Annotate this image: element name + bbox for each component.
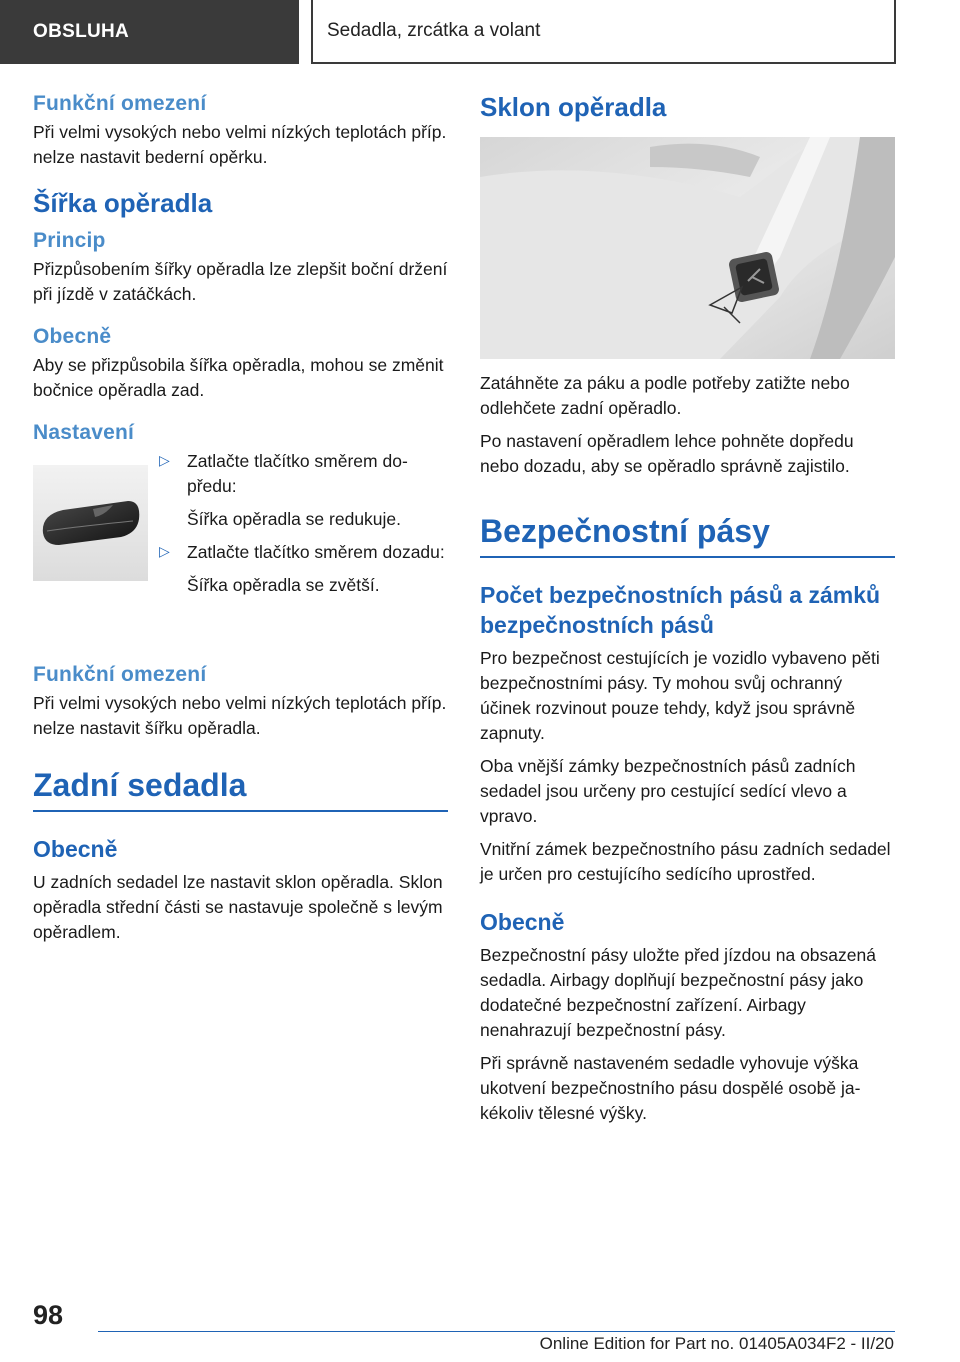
heading-principle: Princip (33, 229, 106, 252)
section-tab: OBSLUHA (0, 0, 299, 64)
step-item (159, 449, 449, 499)
section-rule (33, 810, 448, 812)
backrest-lever-photo (480, 137, 895, 359)
paragraph: Zatáhněte za páku a podle potřeby zatižte nebo odlehčete zadní opěradlo. (480, 373, 850, 418)
heading-backrest-width: Šířka opěradla (33, 188, 213, 218)
edition-note: Online Edition for Part no. 01405A034F2 - II/20 (539, 1334, 894, 1353)
step-triangle-icon: ▷ (159, 452, 170, 468)
paragraph: Při velmi vysokých nebo velmi nízkých teplotách příp. nelze nastavit šířku opěradla. (33, 693, 447, 738)
heading-belt-count: Počet bezpečnostních pásů a zámků bezpečnostních pásů (480, 582, 881, 638)
section-rule (480, 556, 895, 558)
step-action: Zatlačte tlačítko směrem dozadu: (187, 542, 445, 562)
heading-functional-limits: Funkční omezení (33, 663, 207, 686)
paragraph: Vnitřní zámek bezpečnostního pásu zadních sedadel je určen pro cestujícího sedícího uprostřed. (480, 839, 891, 884)
backrest-width-button-image (33, 465, 148, 581)
paragraph: U zadních sedadel lze nastavit sklon opěradla. Sklon opěradla střední části se nastavuje společně s levým opěradlem. (33, 872, 443, 942)
chapter-title: Sedadla, zrcátka a volant (311, 0, 896, 64)
page-header (0, 0, 960, 66)
heading-general: Obecně (33, 325, 112, 348)
heading-backrest-tilt: Sklon opěradla (480, 92, 667, 122)
footer-rule (98, 1331, 895, 1332)
paragraph: Oba vnější zámky bezpečnostních pásů zadních sedadel jsou určeny pro cestující sedící vlevo a vpravo. (480, 756, 856, 826)
left-column (33, 92, 448, 953)
paragraph: Aby se přizpůsobila šířka opěradla, mohou se změnit bočnice opěradla zad. (33, 355, 444, 400)
heading-adjustment: Nastavení (33, 421, 135, 444)
right-column (480, 92, 895, 1134)
paragraph: Po nastavení opěradlem lehce pohněte dopředu nebo dozadu, aby se opěradlo správně zajistilo. (480, 431, 854, 476)
step-result: Šířka opěradla se zvětší. (187, 575, 380, 595)
step-triangle-icon: ▷ (159, 543, 170, 559)
paragraph: Při velmi vysokých nebo velmi nízkých teplotách příp. nelze nastavit bederní opěrku. (33, 122, 447, 167)
paragraph: Bezpečnostní pásy uložte před jízdou na obsazená sedadla. Airbagy doplňují bezpečnostní pásy jako dodatečné bezpečnostní zařízení. Airbagy nenahrazují bezpečnostní pásy. (480, 945, 876, 1040)
heading-seat-belts: Bezpečnostní pásy (480, 513, 770, 549)
paragraph: Při správně nastaveném sedadle vyhovuje výška ukotvení bezpečnostního pásu dospělé osobě jakékoliv tělesné výšky. (480, 1053, 861, 1123)
paragraph: Pro bezpečnost cestujících je vozidlo vybaveno pěti bezpečnostními pásy. Ty mohou svůj ochranný účinek rozvinout pouze tehdy, když jsou správně zapnuty. (480, 648, 880, 743)
heading-rear-seats: Zadní sedadla (33, 767, 247, 803)
section-rear-seats (33, 767, 448, 812)
heading-functional-limits: Funkční omezení (33, 92, 207, 115)
paragraph: Přizpůsobením šířky opěradla lze zlepšit boční držení při jízdě v zatáčkách. (33, 259, 448, 304)
adjustment-block (33, 449, 448, 645)
adjustment-steps (159, 449, 449, 606)
heading-general: Obecně (480, 909, 565, 935)
page-number: 98 (33, 1300, 64, 1330)
step-item (159, 540, 449, 565)
heading-general: Obecně (33, 836, 118, 862)
step-action: Zatlačte tlačítko směrem dopředu: (187, 451, 408, 496)
section-seat-belts (480, 513, 895, 558)
step-result: Šířka opěradla se redukuje. (187, 509, 402, 529)
